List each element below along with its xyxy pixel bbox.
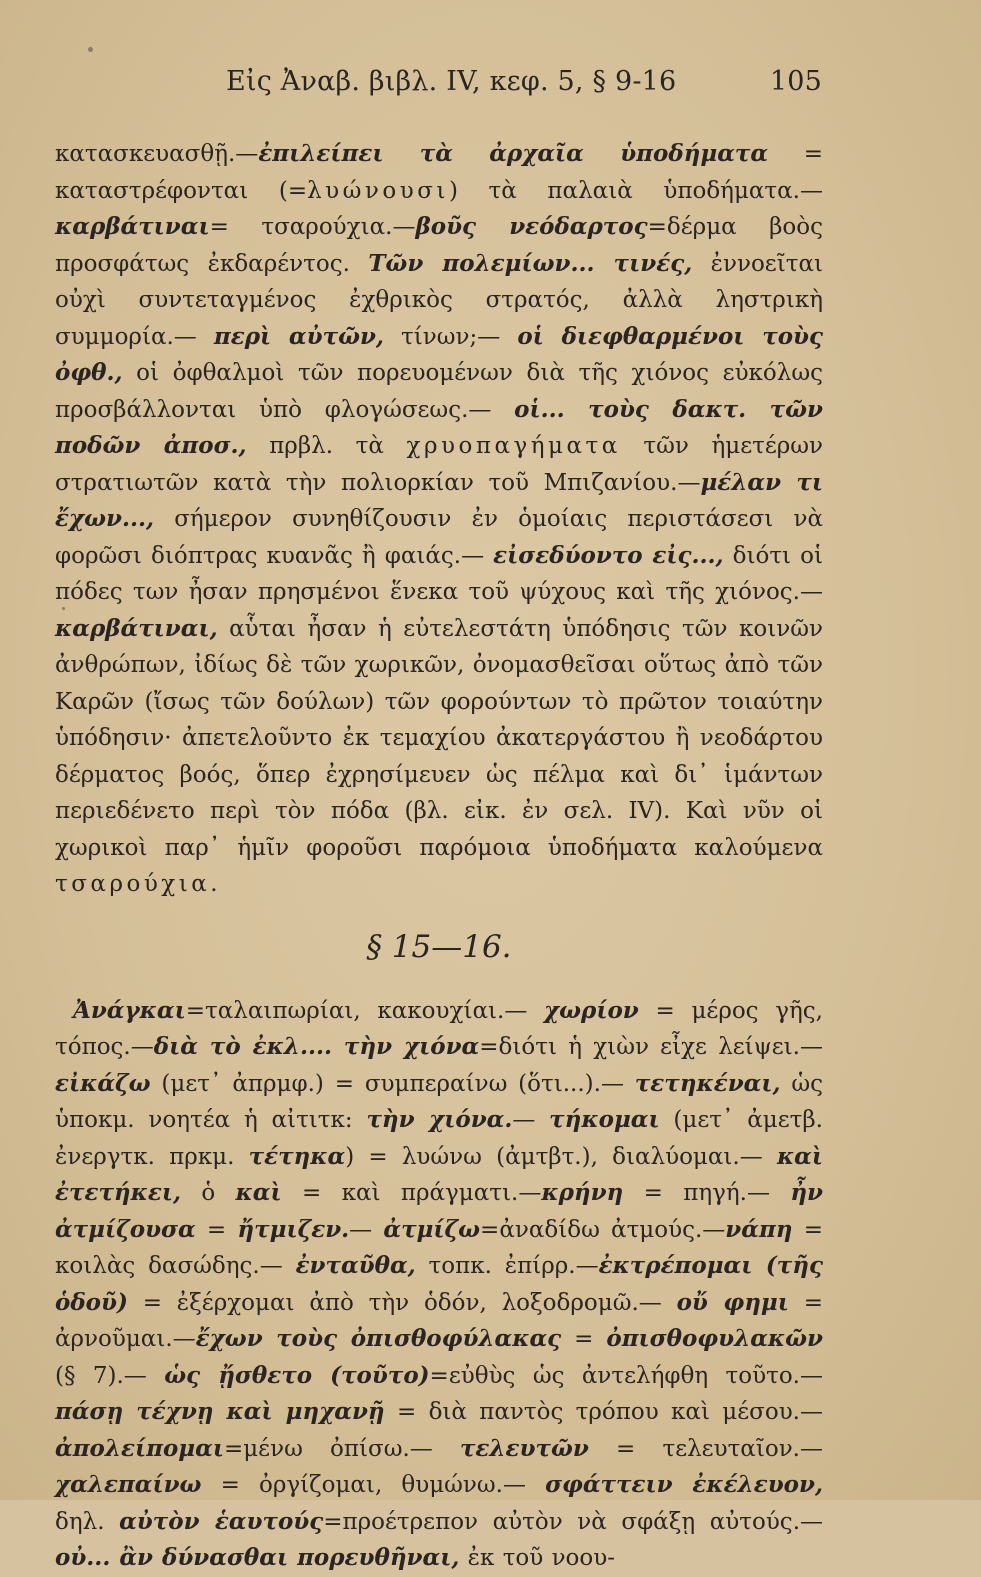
lemma: εἰκάζω	[55, 1069, 151, 1097]
lemma: καὶ	[235, 1179, 282, 1206]
lemma: ἐνταῦθα,	[295, 1252, 416, 1279]
text-run: = διὰ παντὸς τρόπου καὶ μέσου.—	[384, 1399, 823, 1425]
lemma: διὰ τὸ ἐκλ.... τὴν χιόνα	[153, 1033, 480, 1060]
text-run: = μέρος γῆς, τόπος.—	[55, 997, 823, 1060]
lemma: ἀπολείπομαι	[55, 1434, 224, 1462]
lemma: νάπη	[725, 1215, 793, 1243]
text-run: (μετ᾽ ἀπρμφ.) = συμπεραίνω (ὅτι...).—	[150, 1070, 635, 1097]
lemma: ἔχων τοὺς ὀπισθοφύλακας	[195, 1325, 562, 1352]
lemma: κρήνη	[541, 1179, 624, 1206]
text-run: —	[512, 1107, 550, 1133]
lemma: καρβάτιναι,	[55, 614, 218, 642]
paper-speck	[62, 607, 65, 610]
text-run: .	[210, 871, 218, 897]
text-run: = ἀρνοῦμαι.—	[55, 1289, 823, 1352]
text-run: = πηγή.—	[623, 1180, 791, 1206]
text-run: = καὶ πράγματι.—	[281, 1180, 542, 1206]
text-run: σήμερον συνηθίζουσιν ἐν ὁμοίαις περιστάσεσι νὰ φορῶσι διόπτρας κυανᾶς ἢ φαιάς.—	[55, 506, 823, 569]
lemma: Τῶν πολεμίων... τινές,	[368, 249, 693, 277]
text-run: =δέρμα βοὸς προσφάτως ἐκδαρέντος.	[55, 214, 824, 277]
lemma: ἀτμίζω	[383, 1215, 481, 1243]
text-run: = τελευταῖον.—	[588, 1435, 823, 1462]
lemma: οὐ... ἂν δύνασθαι πορευθῆναι,	[55, 1544, 460, 1571]
lemma: οὔ φημι	[676, 1288, 789, 1316]
lemma: μέλαν τι ἔχων...,	[55, 468, 823, 532]
page-number: 105	[769, 66, 822, 97]
lemma: χαλεπαίνω	[55, 1471, 202, 1498]
header-title: Εἰς Ἀναβ. βιβλ. IV, κεφ. 5, § 9-16	[226, 66, 677, 97]
lemma: βοῦς νεόδαρτος	[415, 213, 648, 240]
text-run: = ἐξέρχομαι ἀπὸ τὴν ὁδόν, λοξοδρομῶ.—	[127, 1289, 677, 1316]
lemma: σφάττειν ἐκέλευον,	[545, 1471, 823, 1498]
spaced-term: χρυοπαγήματα	[406, 433, 621, 459]
text-run: = κοιλὰς δασώδης.—	[55, 1216, 823, 1279]
body-text	[55, 136, 823, 1577]
text-run: —	[349, 1216, 384, 1243]
lemma: τελευτῶν	[459, 1434, 589, 1462]
text-run: =ταλαιπωρίαι, κακουχίαι.—	[185, 997, 545, 1024]
lemma: ἤτμιζεν.	[237, 1215, 350, 1243]
text-run: (§ 7).—	[55, 1362, 165, 1389]
lemma: οἱ διεφθαρμένοι τοὺς ὀφθ.,	[55, 322, 823, 386]
paragraph-notes-15-16	[55, 993, 823, 1577]
text-run: =	[561, 1326, 607, 1352]
text-run: (μετ᾽ ἀμετβ. ἐνεργτκ. πρκμ.	[55, 1107, 823, 1170]
paragraph-notes-9-14	[55, 136, 823, 903]
lemma: ἐπιλείπει τὰ ἀρχαῖα ὑποδήματα	[258, 140, 769, 167]
text-run: πρβλ. τὰ	[246, 433, 407, 459]
lemma: ἐκτρέπομαι (τῆς ὁδοῦ)	[55, 1252, 824, 1316]
lemma: αὐτὸν ἑαυτούς	[119, 1507, 324, 1535]
lemma: περὶ αὐτῶν,	[213, 322, 384, 350]
text-run: ἐννοεῖται οὐχὶ συντεταγμένος ἐχθρικὸς στρατός, ἀλλὰ ληστρικὴ συμμορία.—	[55, 250, 823, 350]
lemma: χωρίον	[544, 996, 639, 1024]
lemma: ἦν ἀτμίζουσα	[55, 1179, 824, 1243]
lemma: τὴν χιόνα.	[366, 1106, 513, 1133]
lemma: καρβάτιναι	[55, 213, 210, 240]
lemma: ὡς ᾔσθετο (τοῦτο)	[164, 1361, 430, 1389]
text-run: ὁ	[181, 1180, 236, 1206]
text-run: κατασκευασθῇ.—	[55, 141, 259, 167]
text-run: τίνων;—	[383, 323, 518, 350]
text-run: ) τὰ παλαιὰ ὑποδήματα.—	[448, 177, 823, 204]
text-run: = τσαρούχια.—	[209, 214, 416, 240]
text-run: =μένω ὀπίσω.—	[223, 1435, 460, 1462]
running-header	[226, 66, 826, 112]
lemma: οἱ... τοὺς δακτ. τῶν ποδῶν ἀποσ.,	[55, 395, 823, 459]
text-run: διότι οἱ πόδες των ἦσαν πρησμένοι ἕνεκα τοῦ ψύχους καὶ τῆς χιόνος.—	[55, 542, 823, 605]
text-run: ὡς ὑποκμ. νοητέα ἡ αἰτιτκ:	[55, 1070, 823, 1133]
spaced-term: λυώνουσι	[307, 177, 449, 204]
text-run: τοπκ. ἐπίρρ.—	[415, 1253, 599, 1279]
lemma: καὶ ἐτετήκει,	[55, 1142, 824, 1206]
lemma: τετηκέναι,	[634, 1069, 781, 1097]
spaced-term: τσαρούχια	[55, 871, 211, 897]
text-run: = ὀργίζομαι, θυμώνω.—	[201, 1472, 546, 1498]
lemma: τήκομαι	[549, 1106, 660, 1133]
lemma: Ἀνάγκαι	[73, 996, 186, 1024]
lemma: εἰσεδύοντο εἰς...,	[493, 541, 724, 569]
lemma: ὀπισθοφυλακῶν	[606, 1325, 823, 1352]
text-run: ) = λυώνω (ἀμτβτ.), διαλύομαι.—	[345, 1143, 777, 1170]
lemma: πάσῃ τέχνῃ καὶ μηχανῇ	[55, 1398, 385, 1425]
text-run: =ἀναδίδω ἀτμούς.—	[480, 1216, 726, 1243]
text-run: δηλ.	[55, 1508, 120, 1535]
text-run: τῶν ἡμετέρων στρατιωτῶν κατὰ τὴν πολιορκίαν τοῦ Μπιζανίου.—	[55, 433, 824, 496]
text-run: αὗται ἦσαν ἡ εὐτελεστάτη ὑπόδησις τῶν κοινῶν ἀνθρώπων, ἰδίως δὲ τῶν χωρικῶν, ὀνομασθεῖσαι οὕτως ἀπὸ τῶν Καρῶν (ἴσως τῶν δούλων) τῶν φορούντων τὸ πρῶτον τοιαύτην ὑπόδησιν· ἀπετελοῦντο ἐκ τεμαχίου ἀκατεργάστου ἢ νεοδάρτου δέρματος βοός, ὅπερ ἐχρησίμευεν ὡς πέλμα καὶ δι᾽ ἱμάντων περιεδένετο περὶ τὸν πόδα (βλ. εἰκ. ἐν σελ. IV). Καὶ νῦν οἱ χωρικοὶ παρ᾽ ἡμῖν φοροῦσι παρόμοια ὑποδήματα καλούμενα	[55, 615, 823, 861]
paper-speck	[88, 47, 93, 52]
lemma: τέτηκα	[248, 1142, 346, 1170]
text-run: =προέτρεπον αὐτὸν νὰ σφάξῃ αὐτούς.—	[323, 1508, 824, 1535]
text-run: ἐκ τοῦ νοου-	[459, 1545, 615, 1571]
text-run: οἱ ὀφθαλμοὶ τῶν πορευομένων διὰ τῆς χιόνος εὐκόλως προσβάλλονται ὑπὸ φλογώσεως.—	[55, 360, 823, 423]
text-run: = καταστρέφονται (=	[55, 141, 823, 204]
text-run: =διότι ἡ χιὼν εἶχε λείψει.—	[479, 1034, 823, 1060]
section-heading: § 15—16.	[366, 928, 512, 965]
text-run: =	[195, 1216, 238, 1243]
text-run: =εὐθὺς ὡς ἀντελήφθη τοῦτο.—	[429, 1362, 823, 1389]
